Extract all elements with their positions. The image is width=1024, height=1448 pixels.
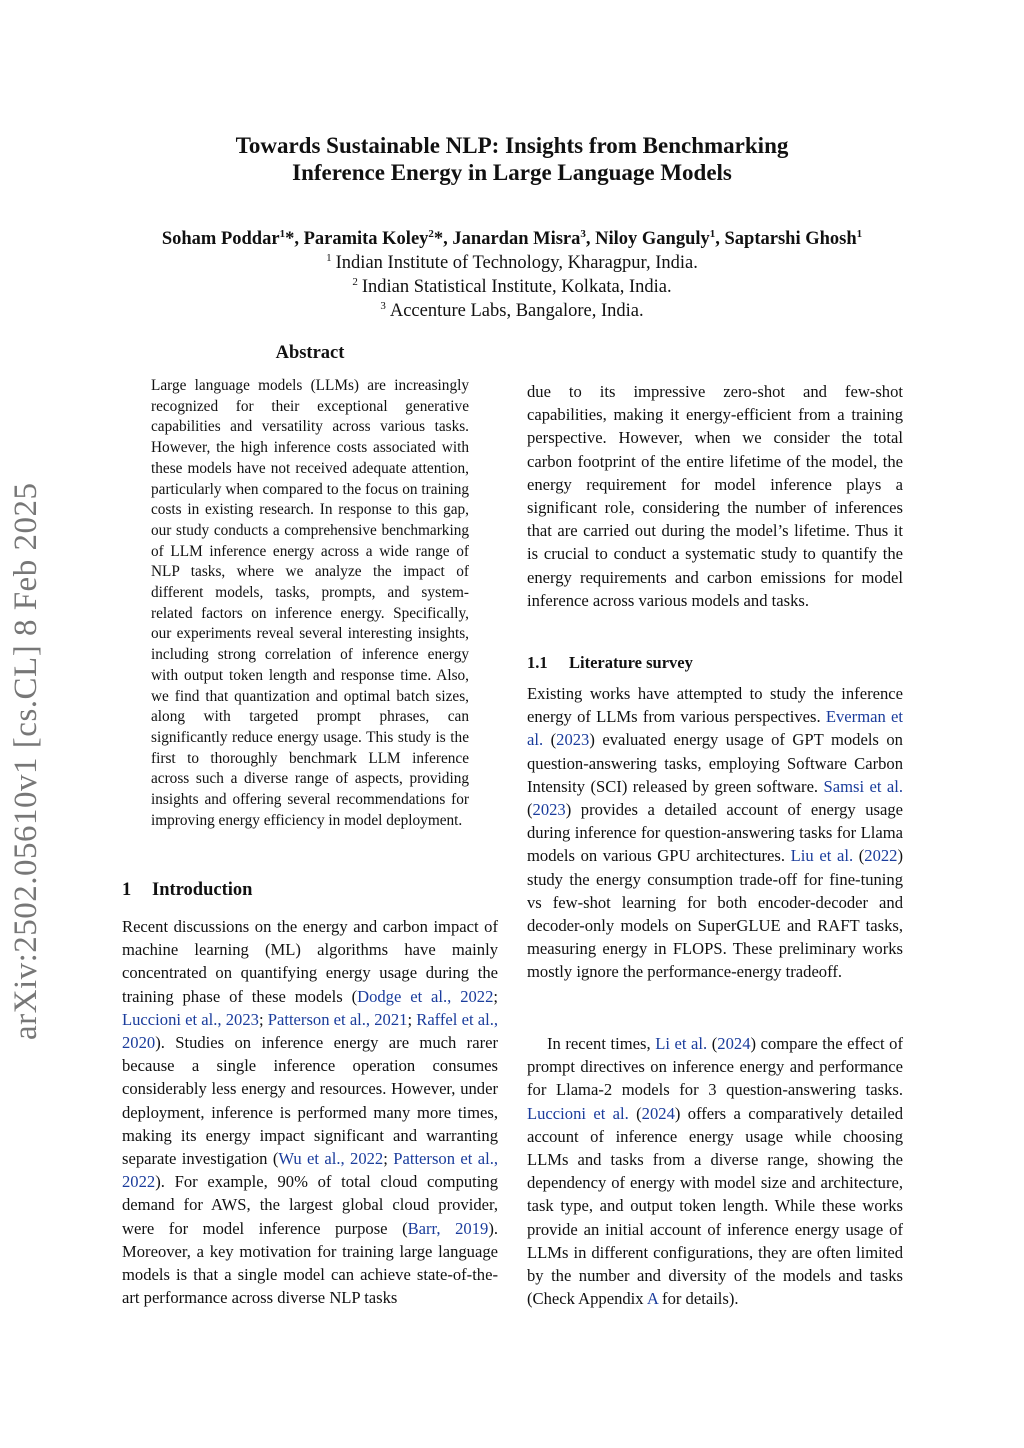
introduction-paragraph	[122, 915, 498, 1309]
body-text: ). Moreover, a key motivation for training large language models is that a single model can achieve state-of-the-art performance across diverse NLP tasks	[122, 1218, 498, 1308]
body-text: (	[527, 800, 533, 820]
body-text: ) compare the effect of prompt directives on inference energy and performance for Llama-2 models for 3 question-answering tasks.	[527, 1034, 903, 1100]
body-text: ;	[493, 986, 499, 1006]
body-text: ;	[258, 1009, 268, 1029]
body-text: ;	[383, 1149, 394, 1169]
author: Soham Poddar$^1$*,	[161, 228, 304, 249]
citation-link[interactable]: Raffel et al., 2020	[122, 1009, 499, 1053]
section-heading-introduction: 1 Introduction	[122, 880, 253, 900]
citation-link[interactable]: Samsi et al.	[823, 776, 903, 796]
body-text: ) provides a detailed account of energy usage during inference for question-answering tasks for Llama models on various GPU architectures.	[527, 800, 903, 866]
citation-link[interactable]: Luccioni et al., 2023	[122, 1009, 259, 1029]
arxiv-identifier: arXiv:2502.05610v1 [cs.CL] 8 Feb 2025	[8, 482, 44, 1040]
body-text: ). For example, 90% of total cloud computing demand for AWS, the largest global cloud provider, were for model inference purpose (	[122, 1172, 498, 1238]
citation-link[interactable]: Dodge et al., 2022	[357, 986, 494, 1006]
introduction-continuation: due to its impressive zero-shot and few-shot capabilities, making it energy-efficient from a training perspective. However, when we consider the total carbon footprint of the entire lifetime of the model, the energy requirement for model inference plays a significant role, considering the number of inferences that are carried out during the model’s lifetime. Thus it is crucial to conduct a systematic study to quantify the energy requirements and carbon emissions for model inference across various models and tasks.	[527, 382, 903, 610]
title-line-2: Inference Energy in Large Language Models	[292, 160, 732, 185]
body-text: for details).	[657, 1289, 739, 1309]
literature-paragraph-2	[527, 1032, 903, 1310]
paper-title	[100, 132, 924, 186]
author: Niloy Ganguly$^1$,	[595, 228, 725, 249]
body-text: ) study the energy consumption trade-off for fine-tuning vs few-shot learning for both encoder-decoder and decoder-only models on SuperGLUE and RAFT tasks, measuring energy in FLOPS. These preliminary works mostly ignore the performance-energy tradeoff.	[527, 846, 903, 982]
citation-link[interactable]: 2024	[641, 1103, 675, 1123]
body-text: Existing works have attempted to study the inference energy of LLMs from various perspectives.	[527, 684, 903, 727]
citation-link[interactable]: Luccioni et al.	[527, 1103, 629, 1123]
author: Saptarshi Ghosh$^1$	[724, 228, 863, 249]
citation-link[interactable]: A	[646, 1289, 658, 1309]
abstract-heading: Abstract	[275, 343, 345, 363]
affiliation: $^1$ Indian Institute of Technology, Kharagpur, India.	[326, 252, 698, 273]
citation-link[interactable]: 2023	[556, 730, 590, 750]
body-text: ) evaluated energy usage of GPT models on question-answering tasks, employing Software Carbon Intensity (SCI) released by green software.	[527, 730, 903, 796]
citation-link[interactable]: 2022	[864, 846, 898, 866]
body-text: (	[628, 1103, 642, 1123]
citation-link[interactable]: Liu et al.	[790, 846, 854, 866]
citation-link[interactable]: Li et al.	[655, 1034, 708, 1053]
citation-link[interactable]: 2024	[717, 1034, 751, 1053]
body-text: (	[543, 730, 557, 750]
body-text: Recent discussions on the energy and carbon impact of machine learning (ML) algorithms have mainly concentrated on quantifying energy usage during the training phase of these models (	[122, 917, 498, 1006]
citation-link[interactable]: 2023	[532, 800, 566, 820]
citation-link[interactable]: Everman et al.	[527, 707, 903, 750]
abstract-text: Large language models (LLMs) are increasingly recognized for their exceptional generative capabilities and versatility across various tasks. However, the high inference costs associated with these models have not received adequate attention, particularly when compared to the focus on training costs in existing research. In response to this gap, our study conducts a comprehensive benchmarking of LLM inference energy across a wide range of NLP tasks, where we analyze the impact of different models, tasks, prompts, and system-related factors on inference energy. Specifically, our experiments reveal several interesting insights, including strong correlation of inference energy with output token length and response time. Also, we find that quantization and optimal batch sizes, along with targeted prompt phrases, can significantly reduce energy usage. This study is the first to thoroughly benchmark LLM inference across such a diverse range of aspects, providing insights and offering several recommendations for improving energy efficiency in model deployment.	[151, 377, 469, 829]
literature-paragraph-1	[527, 682, 903, 984]
body-text: (	[707, 1034, 718, 1053]
citation-link[interactable]: Wu et al., 2022	[278, 1149, 384, 1169]
author: Janardan Misra$^3$,	[452, 228, 596, 249]
citation-link[interactable]: Patterson et al., 2022	[122, 1149, 498, 1192]
citation-link[interactable]: Barr, 2019	[407, 1218, 489, 1238]
body-text: ;	[407, 1009, 417, 1029]
citation-link[interactable]: Patterson et al., 2021	[267, 1009, 408, 1029]
body-text: In recent times,	[547, 1034, 656, 1053]
title-line-1: Towards Sustainable NLP: Insights from Benchmarking	[235, 133, 789, 158]
affiliation: $^3$ Accenture Labs, Bangalore, India.	[380, 300, 644, 321]
subsection-heading-literature-survey: 1.1 Literature survey	[527, 653, 693, 672]
body-text: ) offers a comparatively detailed account of inference energy usage while choosing LLMs and tasks from a diverse range, showing the dependency of energy with model size and architecture, task type, and output token length. While these works provide an initial account of inference energy usage of LLMs in different configurations, they are often limited by the number and diversity of the models and tasks (Check Appendix	[527, 1103, 903, 1309]
body-text: (	[853, 846, 865, 866]
body-text: ). Studies on inference energy are much rarer because a single inference operation consumes considerably less energy and resources. However, under deployment, inference is performed many more times, making its energy impact significant and warranting separate investigation (	[122, 1033, 498, 1169]
affiliation: $^2$ Indian Statistical Institute, Kolkata, India.	[352, 276, 672, 297]
author: Paramita Koley$^2$*,	[303, 228, 453, 249]
